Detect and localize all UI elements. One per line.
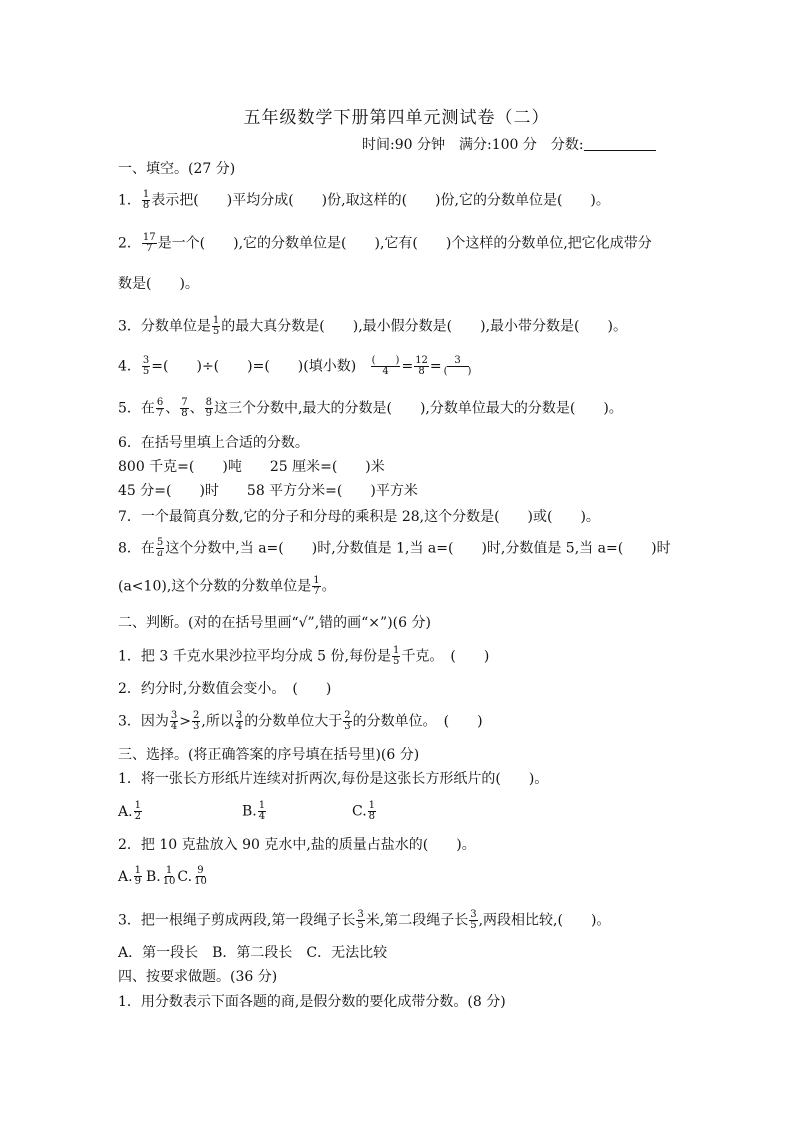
s2-q3: 3．因为 $\frac{3}{4}$ > $\frac{2}{3}$ ,所以 $\frac{3}{4}$ 的分数单位大于 $\frac{2}{3}$ 的分数单位。 ( ) — [118, 710, 483, 732]
fraction: $\frac{3}{5}$ — [357, 909, 364, 931]
exam-title: 五年级数学下册第四单元测试卷（二） — [243, 108, 550, 128]
s1-q1: 1． $\frac{1}{8}$ 表示把( )平均分成( )份,取这样的( )份,它的分数单位是( )。 — [118, 189, 610, 211]
section-3-title: 三、选择。(将正确答案的序号填在括号里)(6 分) — [118, 747, 420, 763]
option-b: B. $\frac{1}{10}$ — [145, 865, 176, 887]
fraction: $\frac{3}{( )}$ — [443, 355, 472, 377]
exam-meta — [362, 134, 656, 154]
fraction: $\frac{2}{3}$ — [193, 710, 200, 732]
s1-q6-row1: 800 千克=( )吨 25 厘米=( )米 — [118, 459, 385, 475]
section-4-title: 四、按要求做题。(36 分) — [118, 969, 278, 985]
s3-q1: 1．将一张长方形纸片连续对折两次,每份是这张长方形纸片的( )。 — [118, 771, 549, 787]
s1-q2: 2． $\frac{17}{7}$ 是一个( ),它的分数单位是( ),它有( )个这样的分数单位,把它化成带分 — [118, 232, 652, 254]
s3-q3-options: A．第一段长 B．第二段长 C．无法比较 — [118, 945, 388, 961]
s3-q2-options — [118, 866, 209, 887]
fraction: $\frac{( )}{4}$ — [371, 355, 400, 377]
option-a: A. $\frac{1}{9}$ — [118, 865, 141, 887]
score-blank[interactable] — [584, 136, 656, 151]
s3-q2: 2．把 10 克盐放入 90 克水中,盐的质量占盐水的( )。 — [118, 837, 476, 853]
s2-q2: 2．约分时,分数值会变小。 ( ) — [118, 681, 332, 697]
fraction: $\frac{5}{a}$ — [156, 537, 164, 559]
option-c: C. $\frac{9}{10}$ — [177, 865, 207, 887]
s1-q4: 4． $\frac{3}{5}$ =( )÷( )=( )(填小数) $\frac{( )}{4}$ = $\frac{12}{8}$ = $\frac{3}{( )}$ — [118, 355, 472, 377]
section-2-title: 二、判断。(对的在括号里画“√”,错的画“×”)(6 分) — [118, 615, 431, 631]
fraction: $\frac{1}{8}$ — [142, 189, 150, 211]
s2-q1: 1．把 3 千克水果沙拉平均分成 5 份,每份是 $\frac{1}{5}$ 千克。 ( ) — [118, 645, 490, 667]
s1-q7: 7．一个最简真分数,它的分子和分母的乘积是 28,这个分数是( )或( )。 — [118, 509, 600, 525]
s1-q8: 8．在 $\frac{5}{a}$ 这个分数中,当 a=( )时,分数值是 1,当 a=( )时,分数值是 5,当 a=( )时 — [118, 537, 671, 559]
s4-q1: 1．用分数表示下面各题的商,是假分数的要化成带分数。(8 分) — [118, 994, 506, 1010]
fraction: $\frac{6}{7}$ — [156, 397, 164, 419]
section-1-title: 一、填空。(27 分) — [118, 161, 236, 177]
fraction: $\frac{2}{3}$ — [344, 710, 351, 732]
fraction: $\frac{3}{5}$ — [470, 909, 477, 931]
fraction: $\frac{17}{7}$ — [142, 232, 156, 254]
s1-q5: 5．在 $\frac{6}{7}$ 、 $\frac{7}{8}$ 、 $\frac{8}{9}$ 这三个分数中,最大的分数是( ),分数单位最大的分数是( )。 — [118, 397, 623, 419]
s1-q6: 6．在括号里填上合适的分数。 — [118, 435, 309, 451]
s3-q1-options — [118, 800, 376, 822]
s1-q2-cont: 数是( )。 — [118, 276, 199, 292]
s3-q3: 3．把一根绳子剪成两段,第一段绳子长 $\frac{3}{5}$ 米,第二段绳子长 $\frac{3}{5}$ ,两段相比较,( )。 — [118, 909, 611, 931]
s1-q3: 3．分数单位是 $\frac{1}{5}$ 的最大真分数是( ),最小假分数是( ),最小带分数是( )。 — [118, 315, 627, 337]
s1-q8-cont: (a<10),这个分数的分数单位是 $\frac{1}{7}$ 。 — [118, 575, 336, 597]
meta-text: 时间:90 分钟 满分:100 分 分数: — [362, 137, 584, 153]
fraction: $\frac{1}{5}$ — [393, 645, 400, 667]
fraction: $\frac{3}{4}$ — [170, 710, 178, 732]
fraction: $\frac{1}{7}$ — [313, 575, 320, 597]
fraction: $\frac{3}{5}$ — [142, 355, 150, 377]
option-c: C. $\frac{1}{8}$ — [352, 800, 376, 822]
s1-q6-row2: 45 分=( )时 58 平方分米=( )平方米 — [118, 483, 418, 499]
fraction: $\frac{7}{8}$ — [181, 397, 188, 419]
fraction: $\frac{1}{5}$ — [212, 315, 220, 337]
option-b: B. $\frac{1}{4}$ — [242, 800, 266, 822]
fraction: $\frac{3}{4}$ — [235, 710, 243, 732]
fraction: $\frac{8}{9}$ — [205, 397, 213, 419]
option-a: A. $\frac{1}{2}$ — [118, 800, 141, 822]
fraction: $\frac{12}{8}$ — [415, 355, 428, 377]
